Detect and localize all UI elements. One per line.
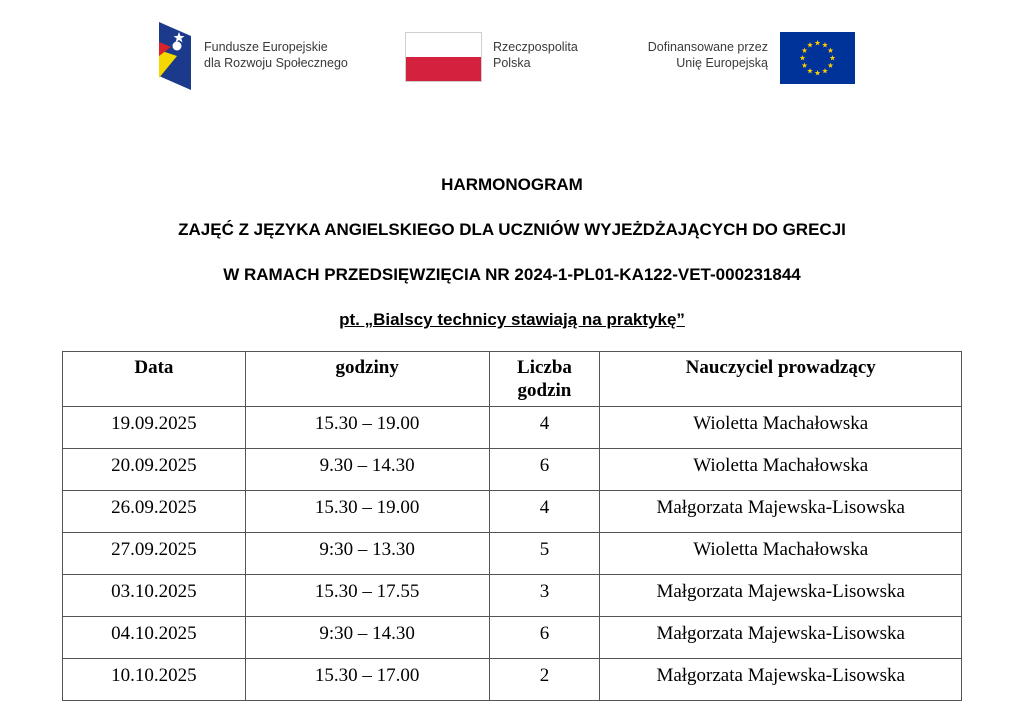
table-row bbox=[63, 575, 962, 617]
cell-date: 26.09.2025 bbox=[63, 491, 246, 533]
cell-date: 19.09.2025 bbox=[63, 407, 246, 449]
cell-hour-count: 3 bbox=[489, 575, 600, 617]
cell-hour-count: 2 bbox=[489, 659, 600, 701]
cell-hours: 15.30 – 17.00 bbox=[245, 659, 489, 701]
project-name: pt. „Bialscy technicy stawiają na praktykę” bbox=[339, 310, 685, 329]
cell-hours: 9.30 – 14.30 bbox=[245, 449, 489, 491]
table-header-row bbox=[63, 352, 962, 407]
document-subtitle: ZAJĘĆ Z JĘZYKA ANGIELSKIEGO DLA UCZNIÓW WYJEŻDŻAJĄCYCH DO GRECJI bbox=[178, 220, 846, 239]
cell-date: 27.09.2025 bbox=[63, 533, 246, 575]
cell-hours: 15.30 – 19.00 bbox=[245, 491, 489, 533]
rp-name-line1: Rzeczpospolita bbox=[493, 40, 578, 54]
header-hours: godziny bbox=[245, 352, 489, 407]
cell-teacher: Wioletta Machałowska bbox=[600, 407, 962, 449]
project-number: W RAMACH PRZEDSIĘWZIĘCIA NR 2024-1-PL01-KA122-VET-000231844 bbox=[223, 265, 801, 284]
header-teacher: Nauczyciel prowadzący bbox=[600, 352, 962, 407]
table-row bbox=[63, 407, 962, 449]
schedule-table bbox=[62, 351, 962, 701]
cell-date: 10.10.2025 bbox=[63, 659, 246, 701]
document-title: HARMONOGRAM bbox=[441, 175, 583, 194]
table-row bbox=[63, 491, 962, 533]
rp-name-line2: Polska bbox=[493, 56, 531, 70]
header-hour-count-line2: godzin bbox=[517, 380, 572, 401]
cell-hour-count: 4 bbox=[489, 491, 600, 533]
table-row bbox=[63, 533, 962, 575]
cell-teacher: Małgorzata Majewska-Lisowska bbox=[600, 659, 962, 701]
polish-flag-icon bbox=[405, 32, 482, 82]
cell-teacher: Małgorzata Majewska-Lisowska bbox=[600, 491, 962, 533]
cell-hour-count: 5 bbox=[489, 533, 600, 575]
eu-flag-icon bbox=[780, 32, 855, 84]
header-hour-count bbox=[489, 352, 600, 407]
fe-emblem-icon bbox=[155, 22, 195, 90]
logo-rzeczpospolita-polska bbox=[405, 32, 605, 84]
cell-date: 04.10.2025 bbox=[63, 617, 246, 659]
cell-hour-count: 4 bbox=[489, 407, 600, 449]
fe-name-line2: dla Rozwoju Społecznego bbox=[204, 56, 348, 70]
cell-hour-count: 6 bbox=[489, 617, 600, 659]
cell-hours: 15.30 – 17.55 bbox=[245, 575, 489, 617]
cell-hours: 9:30 – 14.30 bbox=[245, 617, 489, 659]
table-row bbox=[63, 617, 962, 659]
cell-date: 03.10.2025 bbox=[63, 575, 246, 617]
cell-hour-count: 6 bbox=[489, 449, 600, 491]
cell-hours: 9:30 – 13.30 bbox=[245, 533, 489, 575]
ue-name-line1: Dofinansowane przez bbox=[647, 40, 768, 54]
cell-date: 20.09.2025 bbox=[63, 449, 246, 491]
cell-teacher: Wioletta Machałowska bbox=[600, 449, 962, 491]
table-row bbox=[63, 449, 962, 491]
header-date: Data bbox=[63, 352, 246, 407]
ue-name-line2: Unię Europejską bbox=[676, 56, 768, 70]
cell-teacher: Wioletta Machałowska bbox=[600, 533, 962, 575]
logo-unia-europejska bbox=[622, 32, 862, 84]
cell-teacher: Małgorzata Majewska-Lisowska bbox=[600, 575, 962, 617]
cell-hours: 15.30 – 19.00 bbox=[245, 407, 489, 449]
fe-name-line1: Fundusze Europejskie bbox=[204, 40, 328, 54]
logo-fundusze-europejskie bbox=[155, 22, 375, 92]
table-row bbox=[63, 659, 962, 701]
header-hour-count-line1: Liczba bbox=[517, 357, 572, 378]
cell-teacher: Małgorzata Majewska-Lisowska bbox=[600, 617, 962, 659]
